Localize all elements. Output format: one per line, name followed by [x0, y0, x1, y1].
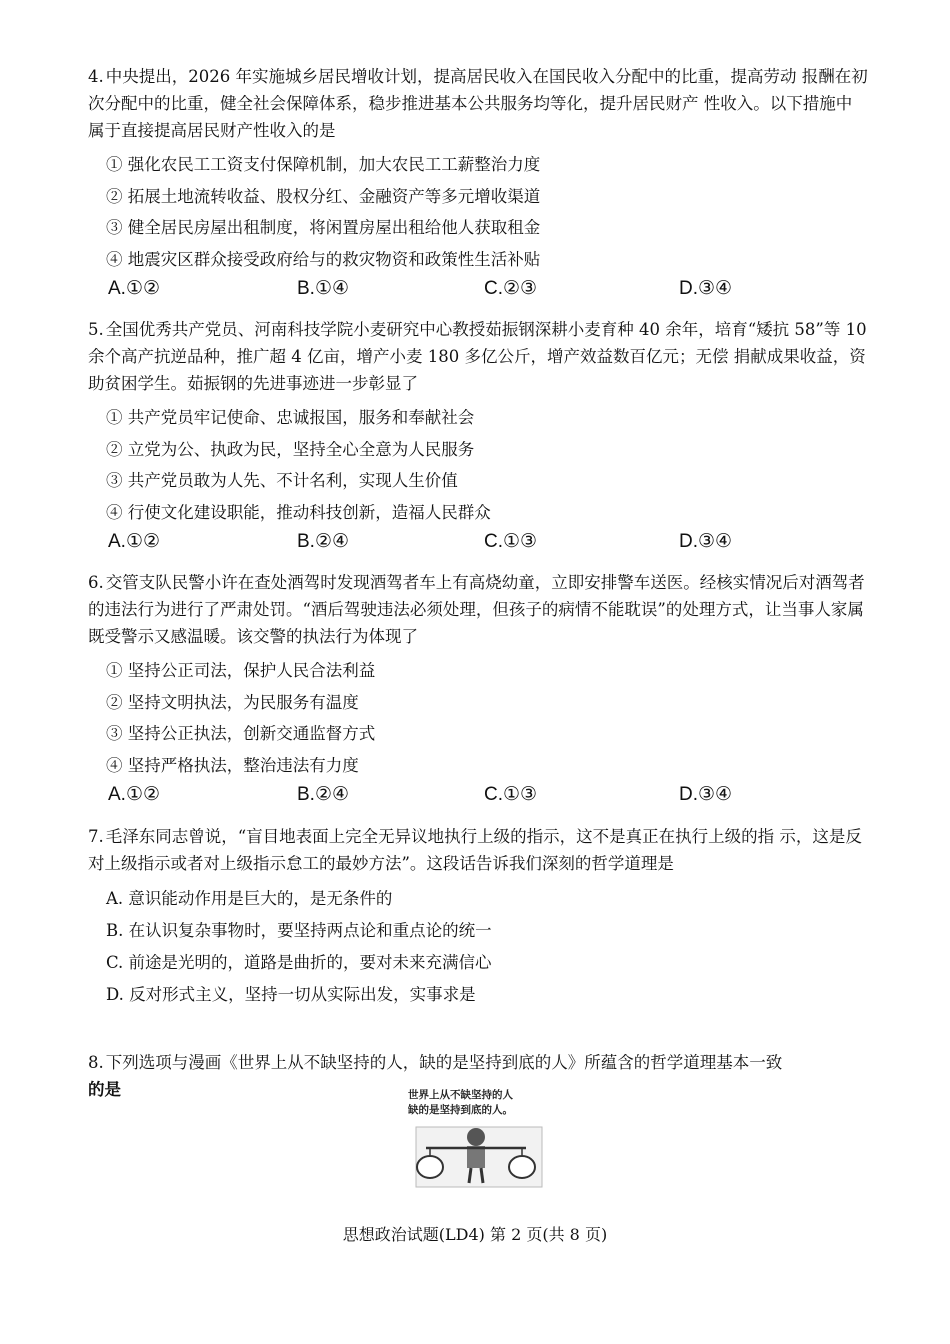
page-footer: 思想政治试题(LD4) 第 2 页(共 8 页) [342, 1225, 608, 1244]
question-4 [88, 63, 868, 307]
stem-tail: 的是 [88, 1080, 121, 1099]
question-6 [88, 569, 868, 813]
person-head-icon [467, 1128, 485, 1146]
statement-1: ① 共产党员牢记使命、忠诚报国，服务和奉献社会 [106, 408, 475, 427]
left-basket-icon [417, 1156, 443, 1178]
question-7-stem [88, 823, 868, 877]
choice-b: B.①④ [297, 278, 350, 299]
question-number: 8. [88, 1053, 104, 1072]
statement-4: ④ 地震灾区群众接受政府给与的救灾物资和政策性生活补贴 [106, 249, 541, 269]
choice-b: B.②④ [297, 784, 350, 805]
choice-c: C.②③ [484, 278, 538, 299]
stem-text: 中央提出，2026 年实施城乡居民增收计划，提高居民收入在国民收入分配中的比重，提高劳动 报酬在初次分配中的比重，健全社会保障体系，稳步推进基本公共服务均等化，提升居民财产 性收入。以下措施中属于直接提高居民财产性收入的是 [88, 67, 868, 140]
statement-4: ④ 行使文化建设职能，推动科技创新，造福人民群众 [106, 502, 491, 522]
answer-choices [88, 275, 868, 307]
statement-1: ① 强化农民工工资支付保障机制，加大农民工工薪整治力度 [106, 155, 541, 174]
answer-choices [88, 781, 868, 813]
cartoon-image [404, 1085, 548, 1189]
question-number: 5. [88, 320, 104, 339]
statement-2: ② 坚持文明执法，为民服务有温度 [106, 692, 359, 712]
choice-c: C.①③ [484, 784, 538, 805]
question-6-stem [88, 569, 868, 650]
question-number: 6. [88, 573, 104, 592]
stem-text: 毛泽东同志曾说，“盲目地表面上完全无异议地执行上级的指示，这不是真正在执行上级的指 示，这是反对上级指示或者对上级指示怠工的最妙方法”。这段话告诉我们深刻的哲学道理是 [88, 827, 862, 873]
option-d: D. 反对形式主义，坚持一切从实际出发，实事求是 [106, 985, 476, 1004]
question-number: 7. [88, 827, 104, 846]
option-b: B. 在认识复杂事物时，要坚持两点论和重点论的统一 [106, 921, 492, 940]
choice-a: A.①② [108, 784, 161, 805]
person-body [467, 1146, 485, 1168]
option-c: C. 前途是光明的，道路是曲折的，要对未来充满信心 [106, 953, 492, 972]
choice-b: B.②④ [297, 531, 350, 552]
cartoon-caption-line-2: 缺的是坚持到底的人。 [408, 1104, 513, 1116]
statement-3: ③ 坚持公正执法，创新交通监督方式 [106, 724, 376, 743]
question-5-stem [88, 316, 868, 397]
statement-2: ② 立党为公、执政为民，坚持全心全意为人民服务 [106, 439, 475, 459]
stem-text: 交管支队民警小许在查处酒驾时发现酒驾者车上有高烧幼童，立即安排警车送医。经核实情况后对酒驾者的违法行为进行了严肃处罚。“酒后驾驶违法必须处理，但孩子的病情不能耽误”的处理方式，让当事人家属既受警示又感温暖。该交警的执法行为体现了 [88, 573, 865, 646]
person-leg-left [469, 1168, 471, 1183]
statement-1: ① 坚持公正司法，保护人民合法利益 [106, 661, 376, 680]
statement-3: ③ 共产党员敢为人先、不计名利，实现人生价值 [106, 471, 458, 490]
question-5 [88, 316, 868, 560]
answer-choices [88, 528, 868, 560]
statement-3: ③ 健全居民房屋出租制度，将闲置房屋出租给他人获取租金 [106, 218, 541, 237]
choice-c: C.①③ [484, 531, 538, 552]
statement-2: ② 拓展土地流转收益、股权分红、金融资产等多元增收渠道 [106, 186, 541, 206]
statement-4: ④ 坚持严格执法，整治违法有力度 [106, 755, 359, 775]
stem-text: 下列选项与漫画《世界上从不缺坚持的人，缺的是坚持到底的人》所蕴含的哲学道理基本一致 [105, 1053, 783, 1072]
stem-text: 全国优秀共产党员、河南科技学院小麦研究中心教授茹振钢深耕小麦育种 40 余年，培育“矮抗 58”等 10 余个高产抗逆品种，推广超 4 亿亩，增产小麦 180 多亿公斤，增产效益数百亿元；无偿 捐献成果收益，资助贫困学生。茹振钢的先进事迹进一步彰显了 [88, 320, 867, 393]
choice-a: A.①② [108, 531, 161, 552]
question-7 [88, 823, 868, 1011]
cartoon-caption-line-1: 世界上从不缺坚持的人 [408, 1089, 513, 1101]
choice-a: A.①② [108, 278, 161, 299]
right-basket-icon [509, 1156, 535, 1178]
choice-d: D.③④ [679, 278, 733, 299]
question-4-stem [88, 63, 868, 144]
option-a: A. 意识能动作用是巨大的，是无条件的 [106, 889, 393, 908]
choice-d: D.③④ [679, 531, 733, 552]
person-leg-right [481, 1168, 483, 1183]
choice-d: D.③④ [679, 784, 733, 805]
question-number: 4. [88, 67, 104, 86]
